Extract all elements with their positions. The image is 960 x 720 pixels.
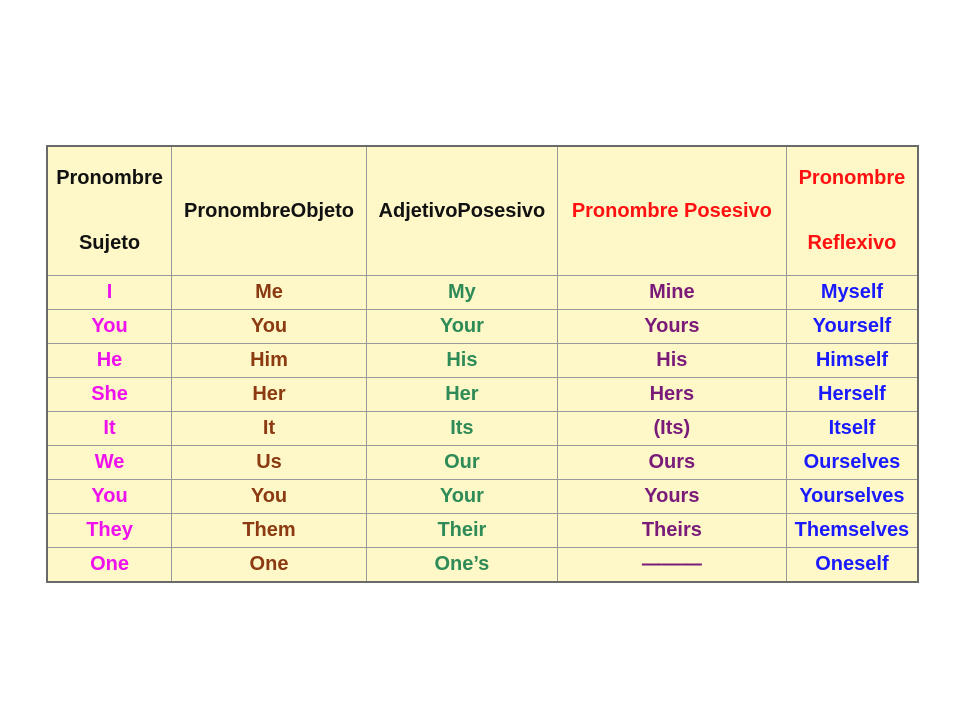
table-row xyxy=(47,514,918,548)
cell-object: Her xyxy=(172,378,367,412)
header-reflexive-line1: Pronombre xyxy=(798,167,906,189)
header-reflexive-line2: Reflexivo xyxy=(807,232,897,254)
cell-possessive: ——— xyxy=(557,548,786,583)
table-header xyxy=(47,146,918,276)
cell-adjective: His xyxy=(366,344,557,378)
cell-object: You xyxy=(172,310,367,344)
pronoun-table xyxy=(46,145,919,583)
cell-subject: You xyxy=(47,310,172,344)
cell-possessive: Theirs xyxy=(557,514,786,548)
cell-reflexive: Themselves xyxy=(786,514,918,548)
cell-adjective: Our xyxy=(366,446,557,480)
cell-subject: They xyxy=(47,514,172,548)
cell-object: One xyxy=(172,548,367,583)
cell-object: It xyxy=(172,412,367,446)
header-row xyxy=(47,146,918,276)
cell-object: Us xyxy=(172,446,367,480)
header-object: PronombreObjeto xyxy=(172,146,367,276)
cell-reflexive: Himself xyxy=(786,344,918,378)
cell-reflexive: Herself xyxy=(786,378,918,412)
table-row xyxy=(47,548,918,583)
table-row xyxy=(47,310,918,344)
cell-adjective: One’s xyxy=(366,548,557,583)
cell-adjective: Your xyxy=(366,310,557,344)
cell-subject: She xyxy=(47,378,172,412)
cell-subject: He xyxy=(47,344,172,378)
cell-adjective: My xyxy=(366,276,557,310)
cell-adjective: Her xyxy=(366,378,557,412)
pronoun-table-container xyxy=(46,145,919,582)
cell-possessive: Yours xyxy=(557,480,786,514)
cell-possessive: Ours xyxy=(557,446,786,480)
table-row xyxy=(47,344,918,378)
cell-possessive: (Its) xyxy=(557,412,786,446)
cell-possessive: Mine xyxy=(557,276,786,310)
cell-object: You xyxy=(172,480,367,514)
header-reflexive xyxy=(786,146,918,276)
cell-subject: You xyxy=(47,480,172,514)
table-row xyxy=(47,412,918,446)
table-body xyxy=(47,276,918,583)
cell-subject: We xyxy=(47,446,172,480)
cell-adjective: Your xyxy=(366,480,557,514)
cell-reflexive: Itself xyxy=(786,412,918,446)
table-row xyxy=(47,446,918,480)
cell-possessive: His xyxy=(557,344,786,378)
cell-object: Me xyxy=(172,276,367,310)
cell-reflexive: Yourself xyxy=(786,310,918,344)
cell-possessive: Yours xyxy=(557,310,786,344)
cell-subject: One xyxy=(47,548,172,583)
cell-subject: It xyxy=(47,412,172,446)
cell-subject: I xyxy=(47,276,172,310)
table-row xyxy=(47,378,918,412)
header-subject-line1: Pronombre xyxy=(56,167,163,189)
header-subject xyxy=(47,146,172,276)
header-subject-line2: Sujeto xyxy=(78,232,141,254)
cell-object: Him xyxy=(172,344,367,378)
cell-object: Them xyxy=(172,514,367,548)
cell-adjective: Its xyxy=(366,412,557,446)
cell-reflexive: Yourselves xyxy=(786,480,918,514)
cell-possessive: Hers xyxy=(557,378,786,412)
cell-reflexive: Ourselves xyxy=(786,446,918,480)
header-adjective: AdjetivoPosesivo xyxy=(366,146,557,276)
cell-reflexive: Oneself xyxy=(786,548,918,583)
header-possessive: Pronombre Posesivo xyxy=(557,146,786,276)
cell-reflexive: Myself xyxy=(786,276,918,310)
table-row xyxy=(47,276,918,310)
cell-adjective: Their xyxy=(366,514,557,548)
table-row xyxy=(47,480,918,514)
